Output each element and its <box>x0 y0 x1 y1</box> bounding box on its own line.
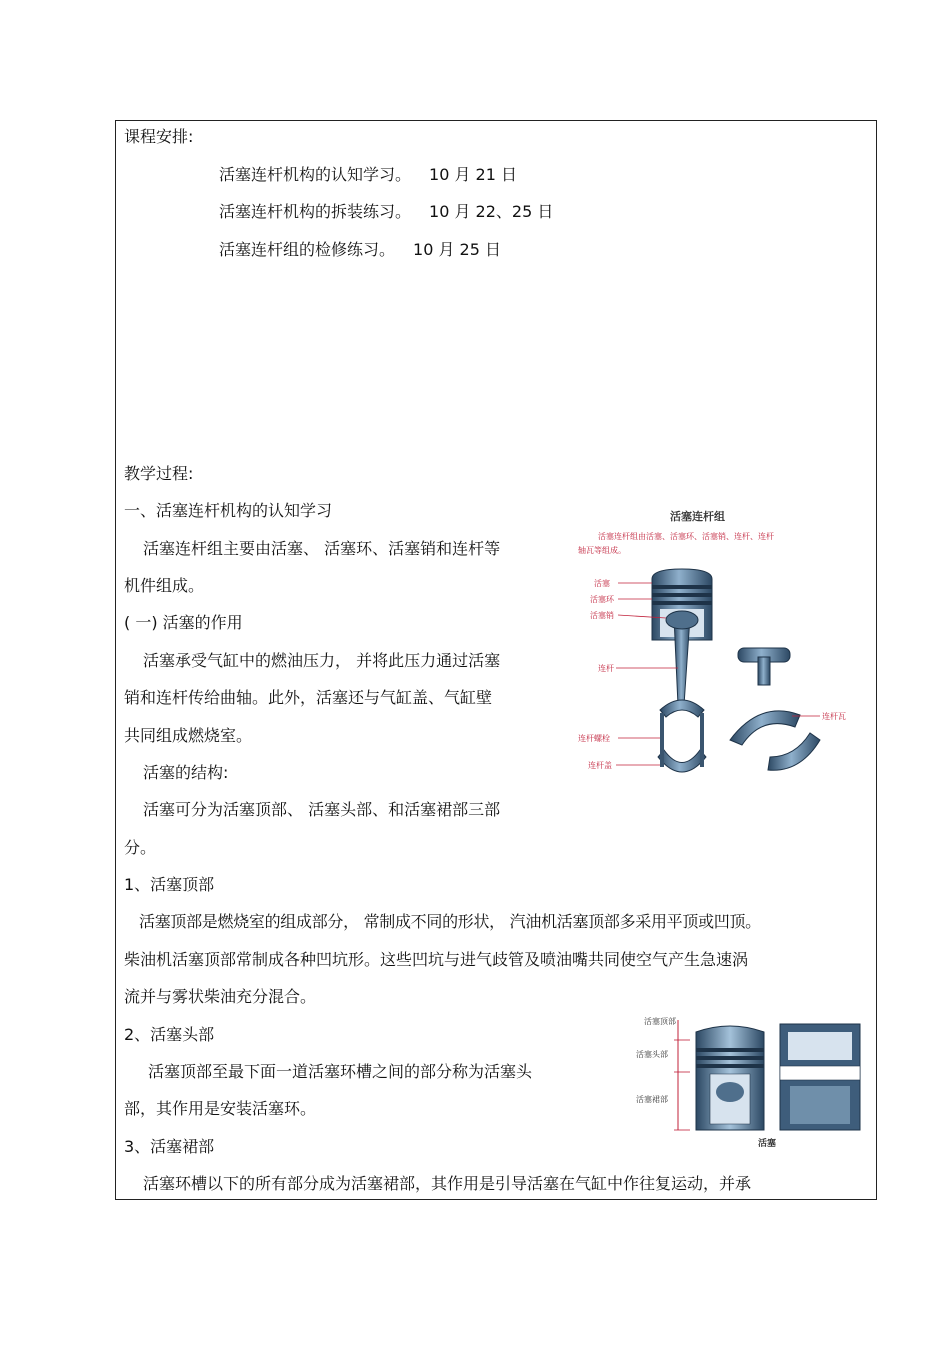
schedule-item-3 <box>219 240 501 260</box>
piston-cutaway-shape <box>696 1026 764 1130</box>
piston-sections-figure <box>630 1012 865 1152</box>
schedule-item-date: 10 月 22、25 日 <box>429 202 554 221</box>
label-skirt: 活塞裙部 <box>636 1095 668 1104</box>
structure-line-2: 分。 <box>124 838 157 857</box>
figure2-caption: 活塞 <box>758 1139 777 1149</box>
label-bearing: 连杆瓦 <box>822 712 846 721</box>
piston-rod-assembly-figure <box>570 505 860 800</box>
part2-title: 2、活塞头部 <box>124 1025 215 1044</box>
schedule-item-text: 活塞连杆组的检修练习。 <box>219 240 396 259</box>
label-rod: 连杆 <box>598 664 614 673</box>
figure1-caption-line-1: 活塞连杆组由活塞、活塞环、活塞销、连杆、连杆 <box>598 532 774 541</box>
structure-title: 活塞的结构: <box>143 763 229 782</box>
part3-title: 3、活塞裙部 <box>124 1137 215 1156</box>
part2-line-2: 部，其作用是安装活塞环。 <box>124 1099 317 1118</box>
part1-title: 1、活塞顶部 <box>124 875 215 894</box>
label-piston: 活塞 <box>594 579 610 588</box>
part1-line-3: 流并与雾状柴油充分混合。 <box>124 987 317 1006</box>
rod-big-end-shape <box>660 700 704 717</box>
structure-line-1: 活塞可分为活塞顶部、 活塞头部、和活塞裙部三部 <box>143 800 501 819</box>
subsection-title: ( 一) 活塞的作用 <box>124 613 243 632</box>
piston-section-view-shape <box>780 1024 860 1130</box>
piston-pin-shape <box>666 611 698 629</box>
process-heading: 教学过程: <box>124 464 194 483</box>
bearing-shell-shape <box>730 711 800 745</box>
figure1-caption-line-2: 轴瓦等组成。 <box>578 546 626 555</box>
part2-line-1: 活塞顶部至最下面一道活塞环槽之间的部分称为活塞头 <box>148 1062 533 1081</box>
part1-line-1: 活塞顶部是燃烧室的组成部分， 常制成不同的形状， 汽油机活塞顶部多采用平顶或凹顶。 <box>139 912 761 931</box>
rod-cap-shape <box>658 750 706 772</box>
label-bolt: 连杆螺栓 <box>578 734 610 743</box>
part1-line-2: 柴油机活塞顶部常制成各种凹坑形。这些凹坑与进气歧管及喷油嘴共同使空气产生急速涡 <box>124 950 749 969</box>
part3-line-1: 活塞环槽以下的所有部分成为活塞裙部，其作用是引导活塞在气缸中作往复运动，并承 <box>143 1174 752 1193</box>
schedule-heading: 课程安排: <box>124 127 194 146</box>
schedule-item-text: 活塞连杆机构的认知学习。 <box>219 165 412 184</box>
schedule-item-text: 活塞连杆机构的拆装练习。 <box>219 202 412 221</box>
figure1-title: 活塞连杆组 <box>670 510 725 523</box>
intro-line-1: 活塞连杆组主要由活塞、 活塞环、活塞销和连杆等 <box>143 539 501 558</box>
section-title: 一、活塞连杆机构的认知学习 <box>124 501 333 520</box>
label-cap: 连杆盖 <box>588 761 612 770</box>
label-top: 活塞顶部 <box>644 1017 676 1026</box>
label-pin: 活塞销 <box>590 611 614 620</box>
role-line-3: 共同组成燃烧室。 <box>124 726 253 745</box>
role-line-2: 销和连杆传给曲轴。此外，活塞还与气缸盖、气缸壁 <box>124 688 493 707</box>
role-line-1: 活塞承受气缸中的燃油压力， 并将此压力通过活塞 <box>143 651 501 670</box>
label-head: 活塞头部 <box>636 1050 668 1059</box>
label-ring: 活塞环 <box>590 595 614 604</box>
connecting-rod-shape <box>674 617 690 705</box>
schedule-item-date: 10 月 25 日 <box>413 240 501 259</box>
schedule-item-1 <box>219 165 517 185</box>
detached-pin-shape <box>738 648 790 685</box>
schedule-item-date: 10 月 21 日 <box>429 165 517 184</box>
schedule-item-2 <box>219 202 553 222</box>
intro-line-2: 机件组成。 <box>124 576 205 595</box>
